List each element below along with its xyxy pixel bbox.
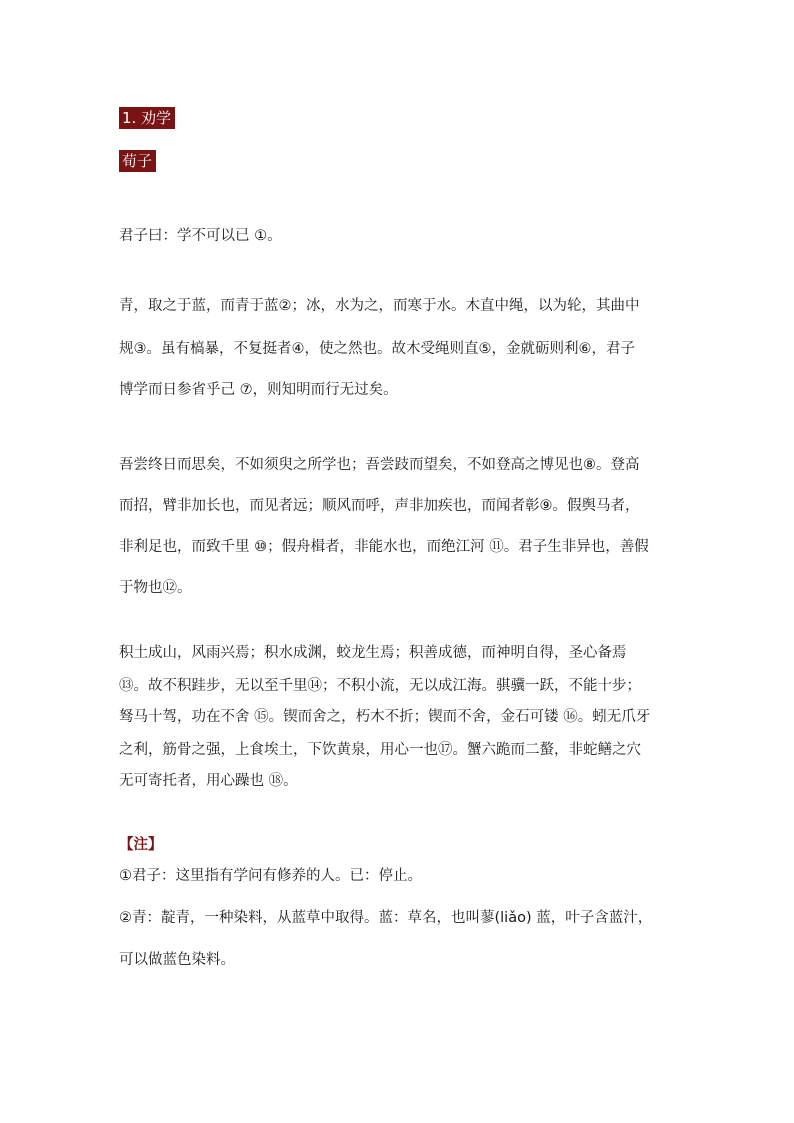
text-line: 吾尝终日而思矣，不如须臾之所学也；吾尝跂而望矣，不如登高之博见也⑧。登高 bbox=[119, 457, 640, 473]
text-line: 非利足也，而致千里 ⑩；假舟楫者，非能水也，而绝江河 ⑪。君子生非异也，善假 bbox=[119, 539, 649, 555]
text-line: 之利，筋骨之强，上食埃土，下饮黄泉，用心一也⑰。蟹六跪而二螯，非蛇鳝之穴 bbox=[119, 742, 641, 758]
text-line: 于物也⑫。 bbox=[119, 580, 192, 596]
text-line: 君子曰：学不可以已 ①。 bbox=[119, 228, 282, 244]
text-line: 博学而日参省乎己 ⑦，则知明而行无过矣。 bbox=[119, 382, 398, 398]
text-line: 而招，臂非加长也，而见者远；顺风而呼，声非加疾也，而闻者彰⑨。假舆马者， bbox=[119, 498, 640, 514]
note-line: ②青：靛青，一种染料，从蓝草中取得。蓝：草名，也叫蓼(liǎo) 蓝，叶子含蓝汁， bbox=[119, 910, 653, 926]
text-line: 规③。虽有槁暴，不复挺者④，使之然也。故木受绳则直⑤，金就砺则利⑥，君子 bbox=[119, 341, 635, 357]
text-line: 青，取之于蓝，而青于蓝②；冰，水为之，而寒于水。木直中绳，以为轮，其曲中 bbox=[119, 298, 640, 314]
note-line: ①君子：这里指有学问有修养的人。已：停止。 bbox=[119, 868, 422, 884]
note-line: 可以做蓝色染料。 bbox=[119, 952, 235, 968]
author-tag: 荀子 bbox=[119, 150, 156, 172]
text-line: 驽马十驾，功在不舍 ⑮。锲而舍之，朽木不折；锲而不舍，金石可镂 ⑯。蚓无爪牙 bbox=[119, 709, 651, 725]
notes-heading: 【注】 bbox=[119, 837, 163, 853]
text-line: 积土成山，风雨兴焉；积水成渊，蛟龙生焉；积善成德，而神明自得，圣心备焉 bbox=[119, 645, 627, 661]
section-title: 1. 劝学 bbox=[119, 107, 175, 129]
text-line: ⑬。故不积跬步，无以至千里⑭；不积小流，无以成江海。骐骥一跃，不能十步； bbox=[119, 678, 641, 694]
text-line: 无可寄托者，用心躁也 ⑱。 bbox=[119, 773, 298, 789]
